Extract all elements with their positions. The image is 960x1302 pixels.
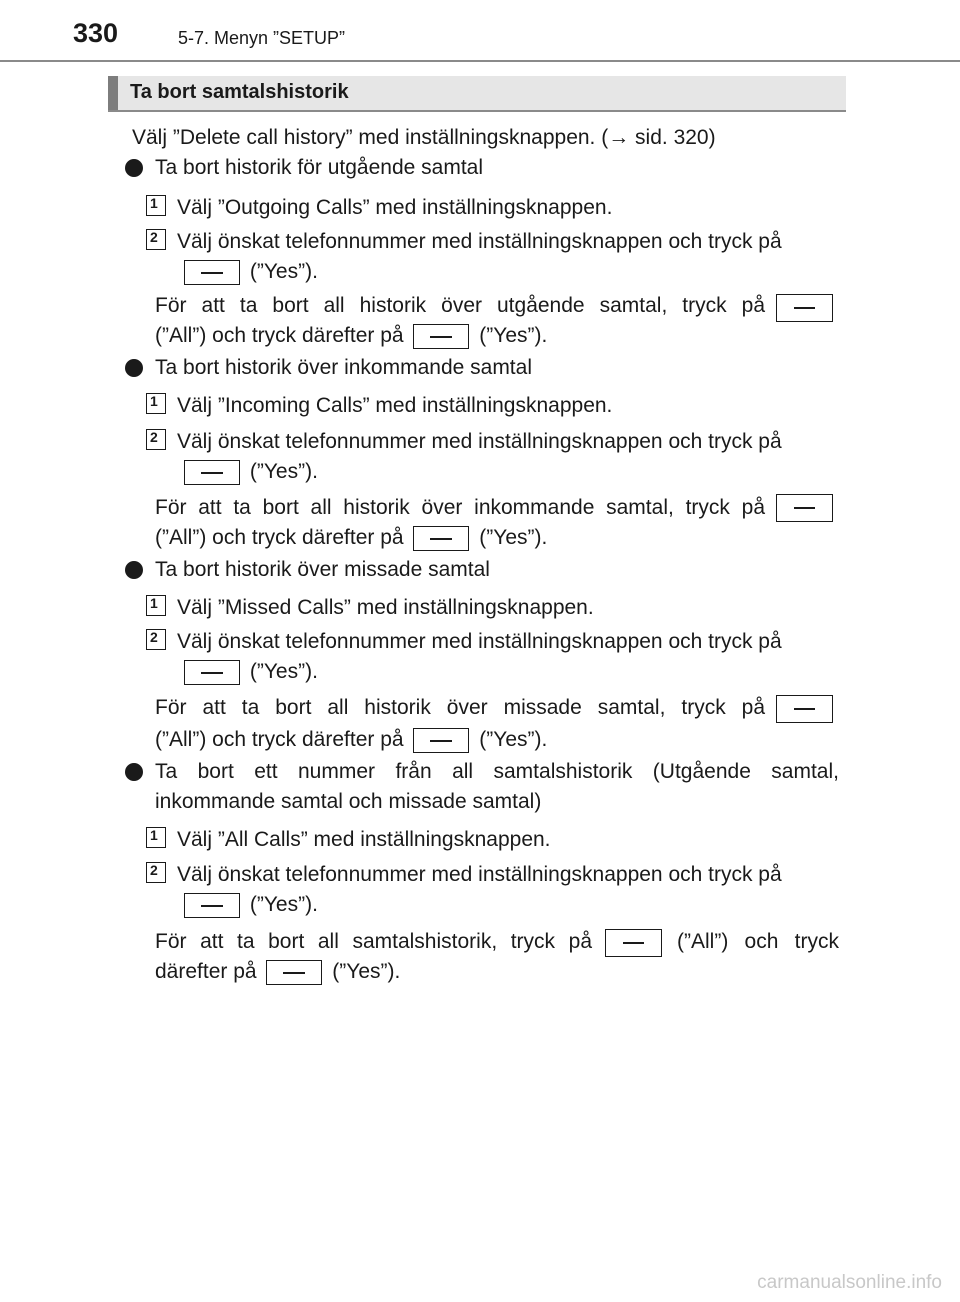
- step1-outgoing: Välj ”Outgoing Calls” med inställningsknappen.: [177, 196, 613, 219]
- bullet-heading-outgoing: Ta bort historik för utgående samtal: [155, 156, 484, 179]
- section-accent: [108, 76, 118, 110]
- step2-incoming: Välj önskat telefonnummer med inställningsknappen och tryck på: [177, 430, 782, 453]
- yes-label: (”Yes”).: [249, 660, 318, 683]
- yes-line-missed: [180, 659, 318, 685]
- yes-label: (”Yes”).: [249, 260, 318, 283]
- step-number-1: 1: [146, 195, 166, 216]
- section-heading: [108, 76, 846, 112]
- all-label: (”All”) och tryck därefter på: [155, 728, 404, 751]
- dash-key-button: [776, 294, 833, 322]
- step-number-2: 2: [146, 862, 166, 883]
- bullet-heading-missed: Ta bort historik över missade samtal: [155, 558, 490, 581]
- page-number: 330: [73, 18, 119, 48]
- bullet-heading-incoming: Ta bort historik över inkommande samtal: [155, 356, 532, 379]
- step-number-2: 2: [146, 229, 166, 250]
- dash-key-button: [413, 526, 469, 551]
- yes-label: (”Yes”).: [479, 324, 548, 347]
- bullet-icon: [125, 159, 143, 177]
- dash-key-button: [266, 960, 322, 985]
- yes-label: (”Yes”).: [479, 526, 548, 549]
- note-line-missed: För att ta bort all historik över missade samtal, tryck på: [155, 696, 765, 719]
- dash-key-button: [184, 260, 240, 285]
- yes-label: (”Yes”).: [332, 960, 401, 983]
- step-number-1: 1: [146, 393, 166, 414]
- dash-key-button: [184, 460, 240, 485]
- watermark: carmanualsonline.info: [757, 1272, 942, 1293]
- step1-incoming: Välj ”Incoming Calls” med inställningsknappen.: [177, 394, 613, 417]
- bullet-heading-all-line2: inkommande samtal och missade samtal): [155, 790, 542, 813]
- note-line2-incoming: [155, 525, 547, 551]
- note-line-all: För att ta bort all samtalshistorik, tryck på: [155, 930, 592, 953]
- bullet-icon: [125, 763, 143, 781]
- note-line-incoming: För att ta bort all historik över inkommande samtal, tryck på: [155, 496, 765, 519]
- bullet-icon: [125, 359, 143, 377]
- section-title: Ta bort samtalshistorik: [130, 81, 349, 103]
- note-line-all-cont: (”All”) och tryck: [677, 930, 839, 953]
- yes-label: (”Yes”).: [479, 728, 548, 751]
- step-number-2: 2: [146, 429, 166, 450]
- dash-key-button: [184, 893, 240, 918]
- yes-line-incoming: [180, 459, 318, 485]
- dash-key-button: [776, 494, 833, 522]
- step-number-2: 2: [146, 629, 166, 650]
- yes-label: (”Yes”).: [249, 460, 318, 483]
- header-rule: [0, 60, 960, 62]
- all-label: (”All”) och tryck därefter på: [155, 324, 404, 347]
- note-line2-outgoing: [155, 323, 547, 349]
- step2-outgoing: Välj önskat telefonnummer med inställningsknappen och tryck på: [177, 230, 782, 253]
- intro-text: Välj ”Delete call history” med inställningsknappen. (→ sid. 320): [132, 126, 716, 149]
- step-number-1: 1: [146, 595, 166, 616]
- all-label: (”All”) och tryck därefter på: [155, 526, 404, 549]
- then-label: därefter på: [155, 960, 257, 983]
- step-number-1: 1: [146, 827, 166, 848]
- yes-label: (”Yes”).: [249, 893, 318, 916]
- dash-key-button: [184, 660, 240, 685]
- dash-key-button: [776, 695, 833, 723]
- dash-key-button: [605, 929, 662, 957]
- yes-line-all: [180, 892, 318, 918]
- note-line-outgoing: För att ta bort all historik över utgående samtal, tryck på: [155, 294, 765, 317]
- chapter-title: 5-7. Menyn ”SETUP”: [178, 28, 346, 48]
- step2-all: Välj önskat telefonnummer med inställningsknappen och tryck på: [177, 863, 782, 886]
- step1-all: Välj ”All Calls” med inställningsknappen.: [177, 828, 551, 851]
- bullet-heading-all: Ta bort ett nummer från all samtalshistorik (Utgående samtal,: [155, 760, 839, 783]
- yes-line-outgoing: [180, 259, 318, 285]
- bullet-icon: [125, 561, 143, 579]
- note-line2-missed: [155, 727, 547, 753]
- dash-key-button: [413, 728, 469, 753]
- note-line2-all: [155, 959, 400, 985]
- step1-missed: Välj ”Missed Calls” med inställningsknappen.: [177, 596, 594, 619]
- step2-missed: Välj önskat telefonnummer med inställningsknappen och tryck på: [177, 630, 782, 653]
- dash-key-button: [413, 324, 469, 349]
